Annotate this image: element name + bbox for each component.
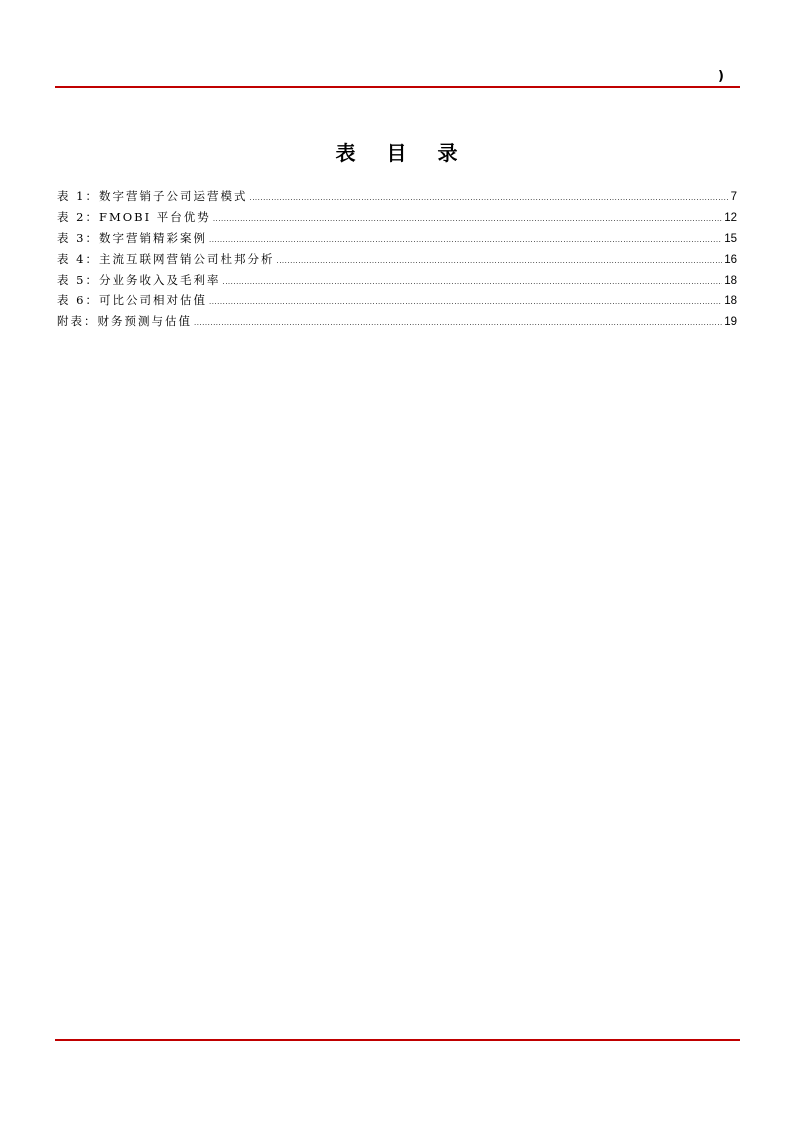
toc-entry-label: 表 4：主流互联网营销公司杜邦分析 — [57, 251, 275, 266]
toc-entry-label: 表 5：分业务收入及毛利率 — [57, 272, 221, 287]
toc-entry-page: 19 — [724, 316, 737, 329]
toc-entry-page: 15 — [724, 232, 737, 245]
toc-entry-label: 表 6：可比公司相对估值 — [57, 293, 207, 308]
toc-leader-dots — [209, 292, 722, 313]
header-rule — [55, 86, 740, 88]
toc-leader-dots — [209, 230, 722, 251]
toc-entry-6[interactable] — [57, 290, 737, 311]
toc-leader-dots — [276, 251, 722, 272]
toc-entry-4[interactable] — [57, 249, 737, 270]
toc-entry-3[interactable] — [57, 228, 737, 249]
toc-entry-label: 附表：财务预测与估值 — [57, 314, 192, 329]
toc-entry-label: 表 3：数字营销精彩案例 — [57, 230, 207, 245]
toc-entry-5[interactable] — [57, 270, 737, 291]
toc-entry-page: 12 — [724, 211, 737, 224]
toc-leader-dots — [213, 209, 722, 230]
toc-entry-page: 16 — [724, 253, 737, 266]
toc-entry-7[interactable] — [57, 311, 737, 332]
page-title: 表 目 录 — [335, 141, 470, 165]
table-of-contents — [57, 186, 737, 332]
toc-entry-label: 表 1：数字营销子公司运营模式 — [57, 189, 248, 203]
toc-entry-page: 7 — [730, 191, 737, 203]
toc-entry-label: 表 2：FMOBI 平台优势 — [57, 209, 211, 224]
toc-entry-page: 18 — [724, 295, 737, 308]
toc-entry-1[interactable] — [57, 186, 737, 207]
toc-entry-page: 18 — [724, 274, 737, 287]
toc-leader-dots — [194, 313, 722, 334]
header-mark: ) — [718, 69, 724, 84]
toc-leader-dots — [222, 272, 722, 293]
footer-rule — [55, 1039, 740, 1041]
toc-leader-dots — [249, 188, 728, 209]
toc-entry-2[interactable] — [57, 207, 737, 228]
